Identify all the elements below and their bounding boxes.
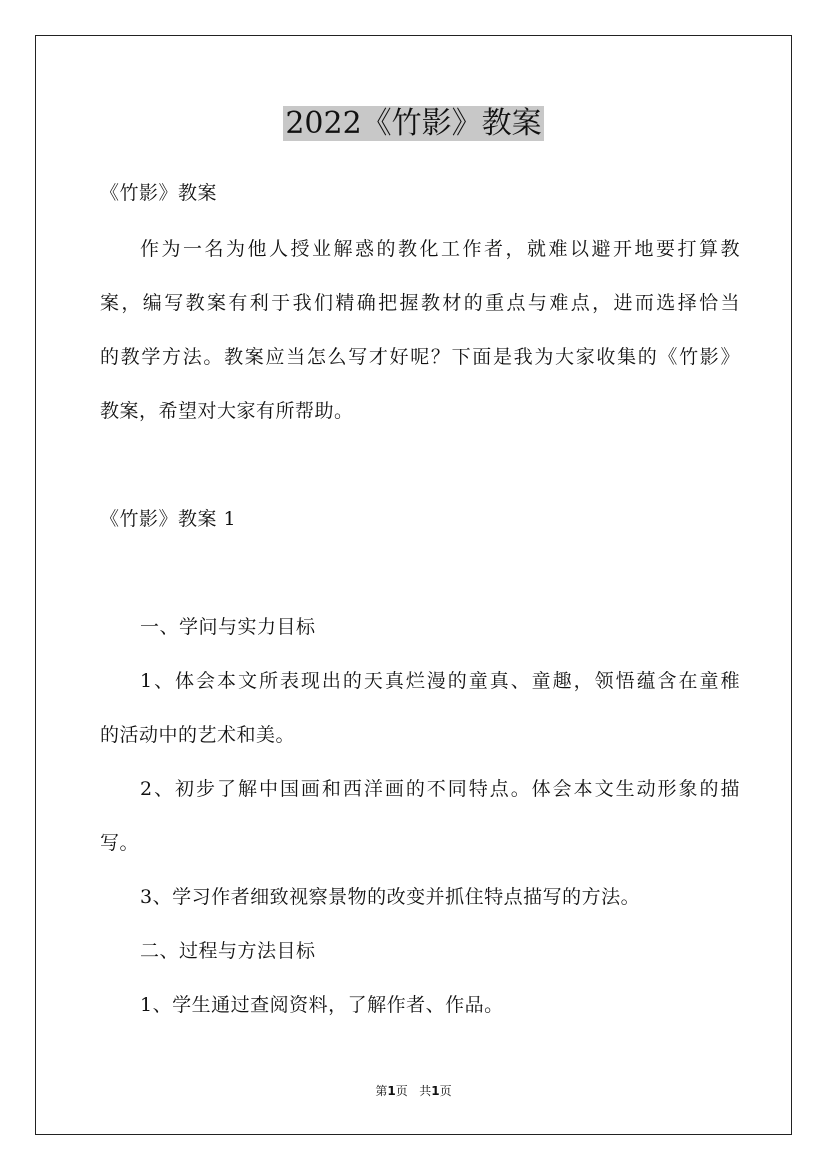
footer-mid: 页 共 bbox=[395, 1084, 432, 1098]
page-footer bbox=[0, 1083, 827, 1099]
list-item-line: 1、体会本文所表现出的天真烂漫的童真、童趣，领悟蕴含在童稚 bbox=[140, 670, 740, 692]
paragraph-line: 教案，希望对大家有所帮助。 bbox=[100, 400, 354, 422]
list-item-line: 的活动中的艺术和美。 bbox=[100, 724, 296, 746]
list-item-line: 3、学习作者细致视察景物的改变并抓住特点描写的方法。 bbox=[140, 886, 641, 908]
paragraph-line: 的教学方法。教案应当怎么写才好呢？下面是我为大家收集的《竹影》 bbox=[100, 346, 740, 368]
section-heading: 《竹影》教案 1 bbox=[100, 508, 237, 530]
section-heading: 《竹影》教案 bbox=[100, 182, 218, 204]
list-heading: 二、过程与方法目标 bbox=[140, 940, 316, 962]
footer-prefix: 第 bbox=[375, 1084, 388, 1098]
document-title-text: 2022《竹影》教案 bbox=[285, 106, 542, 141]
list-heading: 一、学问与实力目标 bbox=[140, 616, 316, 638]
list-item-line: 2、初步了解中国画和西洋画的不同特点。体会本文生动形象的描 bbox=[140, 778, 740, 800]
list-item-line: 1、学生通过查阅资料，了解作者、作品。 bbox=[140, 994, 504, 1016]
footer-suffix: 页 bbox=[439, 1084, 452, 1098]
paragraph-line: 案，编写教案有利于我们精确把握教材的重点与难点，进而选择恰当 bbox=[100, 292, 740, 314]
list-item-line: 写。 bbox=[100, 832, 140, 854]
document-title bbox=[0, 104, 827, 144]
page-current-number: 1 bbox=[387, 1084, 396, 1098]
page-total-number: 1 bbox=[431, 1084, 440, 1098]
paragraph-line: 作为一名为他人授业解惑的教化工作者，就难以避开地要打算教 bbox=[140, 238, 740, 260]
